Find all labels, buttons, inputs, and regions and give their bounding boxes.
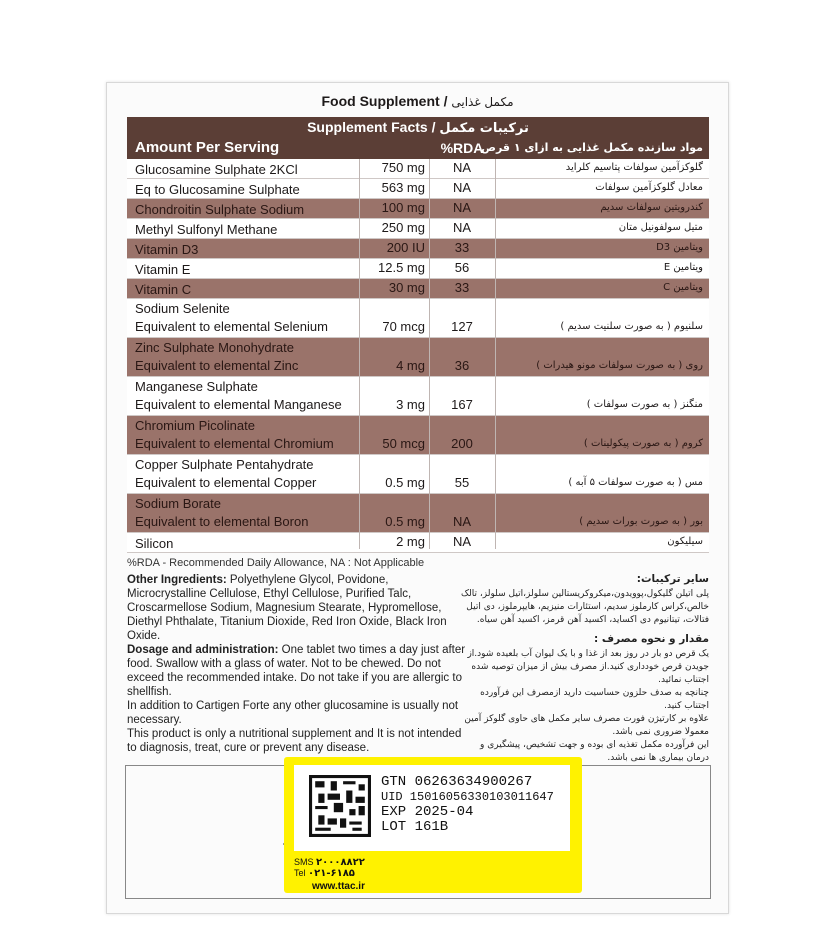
ingredient-persian-name: کروم ( به صورت پیکولینات ) [583,438,703,449]
ingredient-name [135,456,316,492]
rda-header: %RDA [440,140,484,156]
facts-header [127,117,709,137]
ingredient-rda: NA [452,534,472,549]
ingredient-persian-name: منگنز ( به صورت سولفات ) [586,399,703,410]
ingredient-equivalent-line: Equivalent to elemental Selenium [135,319,328,334]
cartigen-note: In addition to Cartigen Forte any other glucosamine is usually not necessary. [127,700,459,726]
ingredient-name-line: Silicon [135,536,174,551]
ingredient-rda: 127 [451,319,473,334]
persian-dosage-heading: مقدار و نحوه مصرف : [594,633,709,645]
ingredient-persian-name: سلنیوم ( به صورت سلنیت سدیم ) [560,321,703,332]
persian-allergy-text: چنانچه به صدف حلزون حساسیت دارید ازمصرف این فرآورده اجتناب کنید. [480,688,709,711]
ingredient-name-line: Vitamin C [135,282,192,297]
ingredient-name [135,300,328,336]
ingredient-name-line: Zinc Sulphate Monohydrate [135,340,294,355]
ingredient-rda: NA [452,220,472,235]
ingredient-amount: 30 mg [388,280,425,295]
ingredient-amount: 750 mg [381,160,425,175]
facts-row [127,377,709,416]
ingredient-equivalent-line: Equivalent to elemental Chromium [135,436,334,451]
facts-title-fa: ترکیبات مکمل [439,121,529,136]
ingredient-persian-name: کندرویتین سولفات سدیم [600,202,703,213]
ingredient-persian-name: ویتامین E [663,262,703,273]
ingredient-amount: 4 mg [396,358,425,373]
facts-row [127,416,709,455]
ingredient-name-line: Manganese Sulphate [135,379,258,394]
amount-per-serving-header: Amount Per Serving [135,139,280,156]
dosage-text: One tablet two times a day just after food. Swallow with a glass of water. Not to be chewed. Do not exceed the recommended intake. Do not take if you are allergic to shellfish. [127,644,466,698]
facts-row [127,494,709,533]
ingredient-persian-name: روی ( به صورت سولفات مونو هیدرات ) [536,360,703,371]
facts-row [127,299,709,338]
ingredient-name-line: Chondroitin Sulphate Sodium [135,202,305,217]
facts-rows [127,159,709,553]
uid-code: UID 15016056330103011647 [381,790,554,804]
ingredient-name-line: Glucosamine Sulphate 2KCl [135,162,298,177]
ingredient-name [135,161,298,179]
facts-row [127,533,709,553]
ingredient-persian-name: ویتامین D3 [656,242,703,253]
facts-title-en: Supplement Facts / [307,119,436,135]
ingredient-persian-name: متیل سولفونیل متان [618,222,703,233]
ingredient-rda: NA [452,514,472,529]
ingredient-amount: 2 mg [396,534,425,549]
ingredient-name-line: Vitamin D3 [135,242,199,257]
ingredient-persian-name: مس ( به صورت سولفات ۵ آبه ) [568,477,703,488]
ingredient-name [135,201,304,219]
ingredient-amount: 0.5 mg [385,514,425,529]
ingredient-equivalent-line: Equivalent to elemental Manganese [135,397,342,412]
ingredient-name-line: Methyl Sulfonyl Methane [135,222,278,237]
disclaimer-note: This product is only a nutritional supplement and It is not intended to diagnosis, treat, cure or prevent any disease. [127,728,462,754]
facts-row [127,179,709,199]
sticker-contact [294,857,365,879]
facts-row [127,159,709,179]
ingredient-name [135,261,190,279]
facts-row [127,455,709,494]
ingredient-rda: 36 [454,358,470,373]
ingredient-name-line: Vitamin E [135,262,191,277]
title-en: Food Supplement / [321,93,448,109]
ingredient-name [135,181,300,199]
facts-row [127,239,709,259]
ingredient-amount: 250 mg [381,220,425,235]
facts-row [127,199,709,219]
persian-info-column [457,573,709,765]
other-ingredients [127,573,467,643]
sms-number: ۲۰۰۰۸۸۲۲ [316,857,365,868]
ingredient-name [135,535,173,553]
column-divider [429,159,430,549]
ingredient-name-line: Sodium Borate [135,496,221,511]
dosage-label: Dosage and administration: [127,644,279,656]
ingredient-persian-name: بور ( به صورت بورات سدیم ) [579,516,703,527]
persian-other-text: پلی اتیلن گلیکول،پوویدون،میکروکریستالین سلولز،اتیل سلولز، تالک خالص،کراس کارملوز سدیم، استئارات منیزیم، هایپرملوز، دی اتیل فتالات، تیتانیوم دی اکساید، اکسید آهن قرمز، اکسید آهن سیاه. [461,589,709,625]
english-info-column [127,573,467,755]
ingredient-rda: NA [452,200,472,215]
ingredient-persian-name: گلوکزآمین سولفات پتاسیم کلراید [565,162,703,173]
other-ingredients-label: Other Ingredients: [127,574,227,586]
persian-cartigen-text: علاوه بر کارتیژن فورت مصرف سایر مکمل های حاوی گلوکز آمین معمولا ضروری نمی باشد. [464,714,709,737]
facts-column-header [127,137,709,159]
tracking-codes [381,775,554,835]
tel-label: Tel [294,868,306,878]
persian-other-heading: سایر ترکیبات: [636,573,709,585]
ingredient-amount: 70 mcg [382,319,425,334]
other-ingredients-text: Polyethylene Glycol, Povidone, Microcrystalline Cellulose, Ethyl Cellulose, Purified Talc, Croscarmellose Sodium, Magnesium Stearate, Hypromellose, Diethyl Phthalate, Titanium Dioxide, Red Iron Oxide, Black Iron Oxide. [127,574,447,642]
ingredient-amount: 3 mg [396,397,425,412]
ingredient-amount: 50 mcg [382,436,425,451]
supplement-box-panel [106,82,729,914]
sticker-website: www.ttac.ir [312,881,365,892]
persian-disclaimer-text: این فرآورده مکمل تغذیه ای بوده و جهت تشخیص، پیشگیری و درمان بیماری ها نمی باشد. [480,740,709,763]
column-divider [495,159,496,549]
ingredient-equivalent-line: Equivalent to elemental Boron [135,514,309,529]
ingredient-name [135,417,334,453]
tel-number: ۰۲۱-۶۱۸۵ [308,868,355,879]
ingredient-amount: 12.5 mg [378,260,425,275]
ingredient-name-line: Copper Sulphate Pentahydrate [135,457,314,472]
ingredient-persian-name: ویتامین C [663,282,703,293]
expiry-date: EXP 2025-04 [381,804,474,820]
facts-row [127,279,709,299]
datamatrix-code-icon [309,775,371,837]
ingredient-rda: 33 [454,240,470,255]
column-divider [359,159,360,549]
ingredient-name [135,241,198,259]
ingredient-persian-name: معادل گلوکزآمین سولفات [595,182,703,193]
ingredient-equivalent-line: Equivalent to elemental Zinc [135,358,299,373]
lot-number: LOT 161B [381,819,449,835]
title-fa: مکمل غذایی [451,95,514,109]
ingredient-amount: 200 IU [386,240,425,255]
ingredient-rda: NA [452,180,472,195]
ingredient-name [135,339,298,375]
facts-row [127,259,709,279]
persian-dosage-text: یک قرص دو بار در روز بعد از غذا و با یک لیوان آب بلعیده شود.از جویدن قرص خودداری کنید.از مصرف بیش از میزان توصیه شده اجتناب نمائید. [467,649,709,685]
ingredient-name-line: Eq to Glucosamine Sulphate [135,182,300,197]
ingredient-rda: 55 [454,475,470,490]
authentication-sticker [284,757,582,893]
persian-column-header: مواد سازنده مکمل غذایی به ازای ۱ قرص [481,141,703,154]
ingredient-name-line: Sodium Selenite [135,301,230,316]
gtn-code: GTN 06263634900267 [381,774,533,790]
ingredient-name [135,281,191,299]
ingredient-amount: 100 mg [381,200,425,215]
ingredient-name-line: Chromium Picolinate [135,418,255,433]
supplement-facts-table [127,117,709,553]
ingredient-rda: 56 [454,260,470,275]
sticker-label-area [294,765,570,851]
ingredient-rda: NA [452,160,472,175]
dosage [127,643,467,699]
ingredient-rda: 200 [451,436,473,451]
rda-footnote: %RDA - Recommended Daily Allowance, NA : Not Applicable [127,557,425,569]
ingredient-name [135,221,277,239]
ingredient-name [135,495,308,531]
ingredient-name [135,378,342,414]
ingredient-amount: 0.5 mg [385,475,425,490]
ingredient-rda: 167 [451,397,473,412]
sms-label: SMS [294,857,314,867]
ingredient-persian-name: سیلیکون [667,536,703,547]
facts-row [127,219,709,239]
ingredient-rda: 33 [454,280,470,295]
ingredient-amount: 563 mg [381,180,425,195]
food-supplement-title [107,93,728,109]
facts-row [127,338,709,377]
ingredient-equivalent-line: Equivalent to elemental Copper [135,475,317,490]
